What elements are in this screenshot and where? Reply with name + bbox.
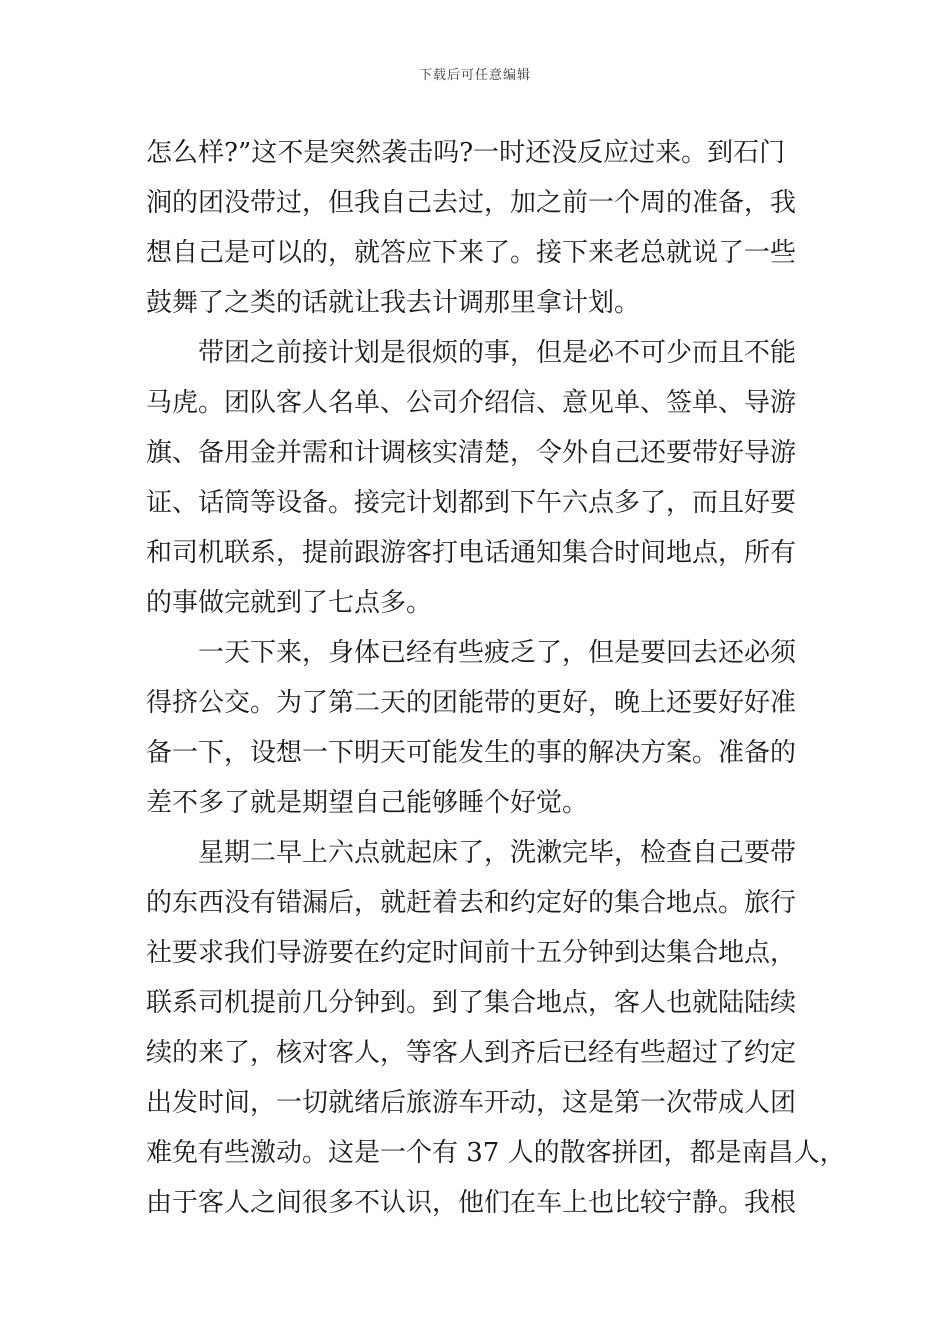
text-line: 出发时间，一切就绪后旅游车开动，这是第一次带成人团 (146, 1088, 797, 1118)
text-line: 鼓舞了之类的话就让我去计调那里拿计划。 (146, 288, 641, 318)
text-line: 联系司机提前几分钟到。到了集合地点，客人也就陆陆续 (146, 988, 797, 1018)
document-body (146, 128, 846, 1228)
text-line: 社要求我们导游要在约定时间前十五分钟到达集合地点， (146, 938, 797, 968)
text-line: 难免有些激动。这是一个有 37 人的散客拼团，都是南昌人， (146, 1138, 846, 1168)
text-line: 怎么样?”这不是突然袭击吗?一时还没反应过来。到石门 (146, 138, 786, 168)
text-line: 备一下，设想一下明天可能发生的事的解决方案。准备的 (146, 738, 797, 768)
text-line: 带团之前接计划是很烦的事，但是必不可少而且不能 (198, 338, 797, 368)
text-line: 得挤公交。为了第二天的团能带的更好，晚上还要好好准 (146, 688, 797, 718)
text-line: 一天下来，身体已经有些疲乏了，但是要回去还必须 (198, 638, 797, 668)
text-line: 证、话筒等设备。接完计划都到下午六点多了，而且好要 (146, 488, 797, 518)
text-line: 续的来了，核对客人，等客人到齐后已经有些超过了约定 (146, 1038, 797, 1068)
text-line: 差不多了就是期望自己能够睡个好觉。 (146, 788, 589, 818)
text-line: 的事做完就到了七点多。 (146, 588, 433, 618)
text-line: 由于客人之间很多不认识，他们在车上也比较宁静。我根 (146, 1188, 797, 1218)
text-line: 的东西没有错漏后，就赶着去和约定好的集合地点。旅行 (146, 888, 797, 918)
text-line: 星期二早上六点就起床了，洗漱完毕，检查自己要带 (198, 838, 797, 868)
text-line: 和司机联系，提前跟游客打电话通知集合时间地点，所有 (146, 538, 797, 568)
text-line: 想自己是可以的，就答应下来了。接下来老总就说了一些 (146, 238, 797, 268)
text-line: 旗、备用金并需和计调核实清楚，令外自己还要带好导游 (146, 438, 797, 468)
text-line: 马虎。团队客人名单、公司介绍信、意见单、签单、导游 (146, 388, 797, 418)
text-line: 涧的团没带过，但我自己去过，加之前一个周的准备，我 (146, 188, 797, 218)
page-header: 下载后可任意编辑 (418, 68, 531, 83)
